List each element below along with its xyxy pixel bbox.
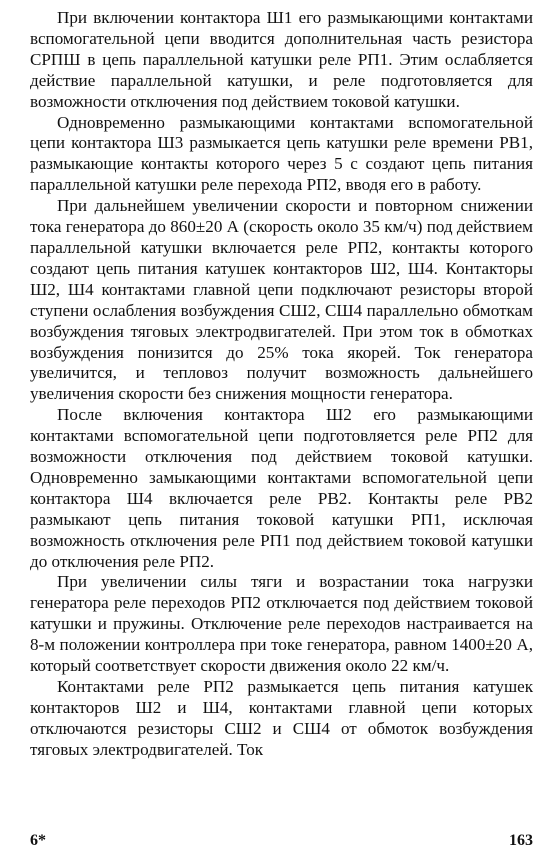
paragraph-1: При включении контактора Ш1 его размыкающими контактами вспомогательной цепи вводится дополнительная часть резистора СРПШ в цепь параллельной катушки реле РП1. Этим ослабляется действие параллельной катушки, и реле подготовляется для возможности отключения под действием токовой катушки. [30,8,533,111]
paragraph-5: При увеличении силы тяги и возрастании тока нагрузки генератора реле переходов РП2 отключается под действием токовой катушки и пружины. Отключение реле переходов настраивается на 8-м положении контроллера при токе генератора, равном 1400±20 А, который соответствует скорости движения около 22 км/ч. [30,572,533,676]
paragraph-3: При дальнейшем увеличении скорости и повторном снижении тока генератора до 860±20 А (скорость около 35 км/ч) под действием параллельной катушки включается реле РП2, контакты которого создают цепь питания катушек контакторов Ш2, Ш4. Контакторы Ш2, Ш4 контактами главной цепи подключают резисторы второй ступени ослабления возбуждения СШ2, СШ4 параллельно обмоткам возбуждения тяговых электродвигателей. При этом ток в обмотках возбуждения понизится до 25% тока якорей. Ток генератора увеличится, и тепловоз получит возможность дальнейшего увеличения скорости без снижения мощности генератора. [30,196,533,404]
page-footer [30,832,533,850]
paragraph-2: Одновременно размыкающими контактами вспомогательной цепи контактора Ш3 размыкается цепь катушки реле времени РВ1, размыкающие контакты которого через 5 с создают цепь питания параллельной катушки реле перехода РП2, вводя его в работу. [30,112,533,195]
page-number: 163 [509,832,533,849]
signature-mark: 6* [30,832,46,849]
paragraph-4: После включения контактора Ш2 его размыкающими контактами вспомогательной цепи подготовляется реле РП2 для возможности отключения под действием токовой катушки. Одновременно замыкающими контактами вспомогательной цепи контактора Ш4 включается реле РВ2. Контакты реле РВ2 размыкают цепь питания токовой катушки РП1, исключая возможность отключения реле РП1 под действием токовой катушки до отключения реле РП2. [30,405,533,571]
paragraph-6: Контактами реле РП2 размыкается цепь питания катушек контакторов Ш2 и Ш4, контактами главной цепи которых отключаются резисторы СШ2 и СШ4 от обмоток возбуждения тяговых электродвигателей. Ток [30,677,533,759]
